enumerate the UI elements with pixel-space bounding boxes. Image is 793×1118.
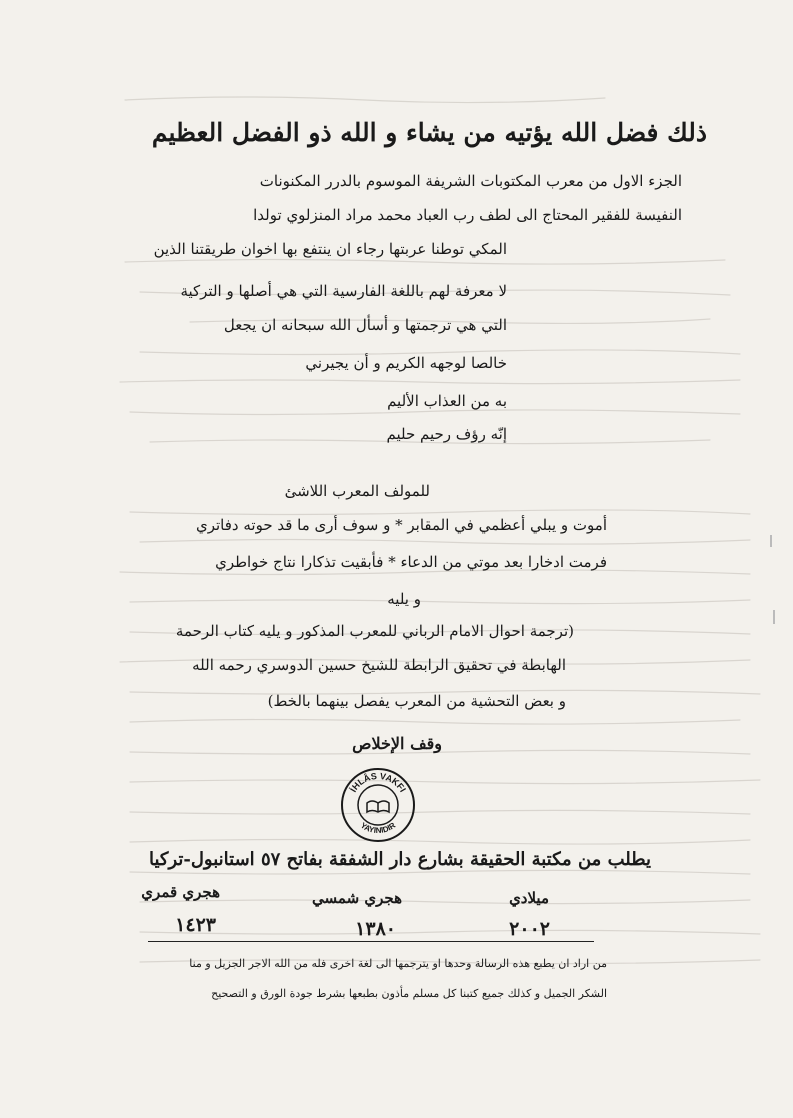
edge-mark: [770, 535, 772, 547]
svg-text:İHLÂS VAKFI: [348, 771, 408, 794]
date-label-hijri-lunar: هجري قمري: [141, 883, 220, 901]
ihlas-vakfi-seal: [340, 767, 416, 843]
intro-line: الجزء الاول من معرب المكتوبات الشريفة الموسوم بالدرر المكنونات: [259, 172, 682, 190]
intro-line: التي هي ترجمتها و أسأل الله سبحانه ان يجعل: [223, 316, 507, 334]
followed-by: و يليه: [387, 590, 421, 608]
verse-line: فرمت ادخارا بعد موتي من الدعاء * فأبقيت تذكارا نتاج خواطري: [215, 553, 607, 571]
intro-line: المكي توطنا عربتها رجاء ان ينتفع بها اخوان طريقتنا الذين: [153, 240, 507, 258]
intro-line: به من العذاب الأليم: [387, 392, 507, 410]
svg-text:YAYINIDIR: [359, 821, 398, 835]
appendix-line: الهابطة في تحقيق الرابطة للشيخ حسين الدوسري رحمه الله: [192, 656, 566, 674]
page-title: ذلك فضل الله يؤتيه من يشاء و الله ذو الفضل العظيم: [151, 118, 707, 147]
footnote-line: من اراد ان يطبع هذه الرسالة وحدها او يترجمها الى لغة اخرى فله من الله الاجر الجزيل و منا: [189, 957, 607, 970]
publisher-label: وقف الإخلاص: [352, 734, 442, 753]
date-label-hijri-solar: هجري شمسي: [312, 889, 402, 907]
seal-bottom-text: YAYINIDIR: [358, 820, 398, 836]
date-label-gregorian: ميلادي: [509, 889, 549, 907]
intro-line: النفيسة للفقير المحتاج الى لطف رب العباد محمد مراد المنزلوي تولدا: [253, 206, 682, 224]
footnote-line: الشكر الجميل و كذلك جميع كتبنا كل مسلم مأذون بطبعها بشرط جودة الورق و التصحيح: [211, 987, 607, 1000]
book-icon: [367, 801, 389, 812]
verse-line: أموت و يبلي أعظمي في المقابر * و سوف أرى ما قد حوته دفاتري: [195, 516, 607, 534]
seal-top-text: İHLÂS VAKFI: [348, 770, 408, 794]
date-year-gregorian: ٢٠٠٢: [509, 918, 550, 940]
date-year-hijri-lunar: ١٤٢٣: [175, 914, 216, 936]
author-line: للمولف المعرب اللاشئ: [284, 482, 430, 500]
footnote-divider: [148, 941, 594, 942]
order-line: يطلب من مكتبة الحقيقة بشارع دار الشفقة بفاتح ٥٧ استانبول-تركيا: [148, 849, 651, 870]
edge-mark: [773, 610, 775, 624]
appendix-line: (ترجمة احوال الامام الرباني للمعرب المذكور و يليه كتاب الرحمة: [175, 622, 574, 640]
date-year-hijri-solar: ١٣٨٠: [355, 918, 396, 940]
intro-line: خالصا لوجهه الكريم و أن يجيرني: [305, 354, 507, 372]
intro-line: لا معرفة لهم باللغة الفارسية التي هي أصلها و التركية: [180, 282, 507, 300]
appendix-line: و بعض التحشية من المعرب يفصل بينهما بالخط): [267, 692, 566, 710]
intro-line: إنّه رؤف رحيم حليم: [386, 425, 507, 443]
